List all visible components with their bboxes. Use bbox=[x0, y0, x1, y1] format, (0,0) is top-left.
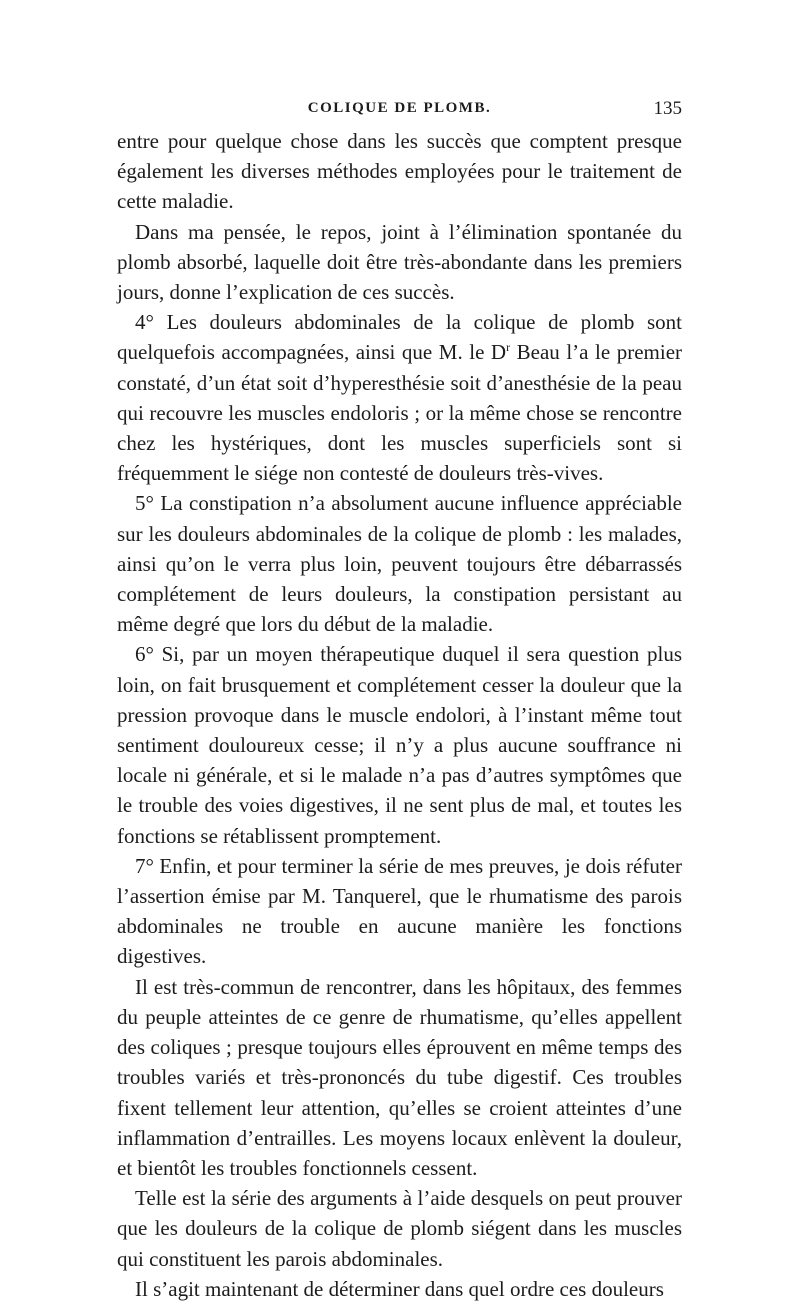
running-title: COLIQUE DE PLOMB. bbox=[307, 100, 492, 116]
superscript: r bbox=[506, 340, 511, 355]
paragraph-point-4 bbox=[117, 307, 682, 488]
body-text bbox=[117, 126, 682, 1304]
paragraph-text: Beau l’a le premier constaté, d’un état soit d’hyperesthésie soit d’anesthésie de la peau qui recouvre les muscles endoloris ; or la même chose se rencontre chez les hystériques, dont les muscles superficiels sont si fréquemment le siége non contesté de douleurs très-vives. bbox=[117, 340, 683, 486]
paragraph-text: 4° Les douleurs abdominales de la colique de plomb sont quelquefois accompagnées, ainsi que M. le D bbox=[117, 310, 682, 365]
paragraph-point-6: 6° Si, par un moyen thérapeutique duquel il sera question plus loin, on fait brusquement et complétement cesser la douleur que la pression provoque dans le muscle endolori, à l’instant même tout sentiment douloureux cesse; il n’y a plus aucune souffrance ni locale ni générale, et si le malade n’a pas d’autres symptômes que le trouble des voies digestives, il ne sent plus de mal, et toutes les fonctions se rétablissent promptement. bbox=[117, 642, 682, 848]
running-head bbox=[117, 100, 682, 124]
paragraph: Telle est la série des arguments à l’aide desquels on peut prouver que les douleurs de la colique de plomb siégent dans les muscles qui constituent les parois abdominales. bbox=[117, 1186, 682, 1271]
paragraph-continuation: entre pour quelque chose dans les succès que comptent presque également les diverses méthodes employées pour le traitement de cette maladie. bbox=[117, 129, 682, 214]
paragraph-point-5: 5° La constipation n’a absolument aucune influence appréciable sur les douleurs abdominales de la colique de plomb : les malades, ainsi qu’on le verra plus loin, peuvent toujours être débarrassés complétement de leurs douleurs, la constipation persistant au même degré que lors du début de la maladie. bbox=[117, 491, 682, 637]
paragraph: Dans ma pensée, le repos, joint à l’élimination spontanée du plomb absorbé, laquelle doit être très-abondante dans les premiers jours, donne l’explication de ces succès. bbox=[117, 219, 682, 305]
paragraph-point-7: 7° Enfin, et pour terminer la série de mes preuves, je dois réfuter l’assertion émise par M. Tanquerel, que le rhumatisme des parois abdominales ne trouble en aucune manière les fonctions digestives. bbox=[117, 853, 682, 969]
paragraph-last: Il s’agit maintenant de déterminer dans quel ordre ces douleurs bbox=[135, 1276, 664, 1301]
paragraph: Il est très-commun de rencontrer, dans les hôpitaux, des femmes du peuple atteintes de ce genre de rhumatisme, qu’elles appellent des coliques ; presque toujours elles éprouvent en même temps des troubles variés et très-prononcés du tube digestif. Ces troubles fixent tellement leur attention, qu’elles se croient atteintes d’une inflammation d’entrailles. Les moyens locaux enlèvent la douleur, et bientôt les troubles fonctionnels cessent. bbox=[117, 974, 682, 1180]
page-number: 135 bbox=[653, 98, 682, 119]
